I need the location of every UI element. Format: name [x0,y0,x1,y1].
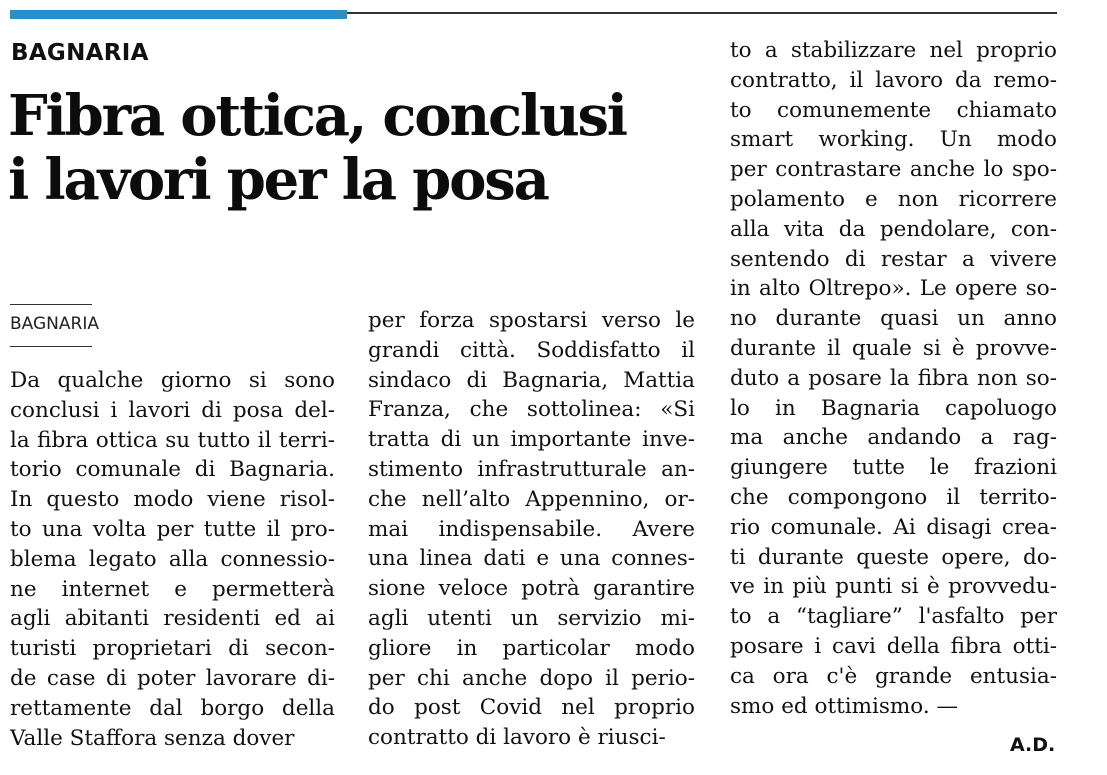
text-line: polamento e non ricorrere [730,186,1057,212]
text-line: to a stabilizzare nel proprio [730,38,1057,63]
text-line: rio comunale. Ai disagi crea- [730,514,1057,540]
text-line: sione veloce potrà garantire [368,576,695,602]
text-line: contratto di lavoro è riusci- [368,725,666,751]
text-line: smart working. Un modo [730,127,1057,153]
text-line: to comunemente chiamato [730,97,1057,123]
text-line: to a “tagliare” l'asfalto per [730,604,1057,630]
text-line: una linea dati e una connes- [368,546,695,572]
text-line: per contrastare anche lo spo- [730,157,1057,183]
article-column-1 [10,366,335,753]
text-line: rettamente dal borgo della [10,695,335,721]
text-line: durante il quale si è provve- [730,335,1057,361]
byline-rule [10,304,92,305]
text-line: ve in più punti si è provvedu- [730,574,1057,600]
article-column-3 [730,36,1057,721]
text-line: la fibra ottica su tutto il terri- [10,427,335,453]
text-line: alla vita da pendolare, con- [730,216,1057,242]
text-line: lo in Bagnaria capoluogo [730,395,1057,421]
text-line: duto a posare la fibra non so- [730,365,1057,391]
text-line: per forza spostarsi verso le [368,308,695,333]
text-line: per chi anche dopo il perio- [368,665,695,691]
text-line: blema legato alla connessio- [10,546,335,572]
text-line: giungere tutte le frazioni [730,455,1057,481]
text-line: agli abitanti residenti ed ai [10,606,335,632]
text-line: no durante quasi un anno [730,306,1057,332]
text-line: turisti proprietari di secon- [10,636,335,662]
text-line: gliore in particolar modo [368,635,695,661]
text-line: In questo modo viene risol- [10,487,335,513]
text-line: sindaco di Bagnaria, Mattia [368,367,695,393]
text-line: in alto Oltrepo». Le opere so- [730,276,1057,302]
text-line: Valle Staffora senza dover [10,725,295,751]
text-line: ma anche andando a rag- [730,425,1057,451]
article-signature: A.D. [1010,734,1056,756]
text-line: mai indispensabile. Avere [368,516,695,542]
text-line: conclusi i lavori di posa del- [10,397,335,423]
text-line: torio comunale di Bagnaria. [10,457,335,483]
text-line: Da qualche giorno si sono [10,368,335,393]
text-line: do post Covid nel proprio [368,695,695,721]
article-column-2 [368,306,695,753]
article-headline [8,84,708,212]
headline-line: i lavori per la posa [8,147,548,213]
section-rule [347,12,1057,14]
text-line: to una volta per tutte il pro- [10,516,335,542]
text-line: posare i cavi della fibra otti- [730,633,1057,659]
byline-rule [10,346,92,347]
text-line: che nell’alto Appennino, or- [368,486,695,512]
text-line: contratto, il lavoro da remo- [730,67,1057,93]
article-byline: BAGNARIA [10,314,99,334]
text-line: ne internet e permetterà [10,576,335,602]
text-line: de case di poter lavorare di- [10,665,335,691]
text-line: tratta di un importante inve- [368,427,695,453]
text-line: grandi città. Soddisfatto il [368,337,695,363]
text-line: ti durante queste opere, do- [730,544,1057,570]
section-accent-bar [10,10,347,19]
article-kicker: BAGNARIA [11,40,149,66]
text-line: smo ed ottimismo. — [730,693,959,719]
text-line: Franza, che sottolinea: «Si [368,397,695,423]
text-line: sentendo di restar a vivere [730,246,1057,272]
headline-line: Fibra ottica, conclusi [8,83,626,149]
text-line: ca ora c'è grande entusia- [730,663,1057,689]
text-line: agli utenti un servizio mi- [368,605,695,631]
text-line: che compongono il territo- [730,484,1057,510]
text-line: stimento infrastrutturale an- [368,456,695,482]
